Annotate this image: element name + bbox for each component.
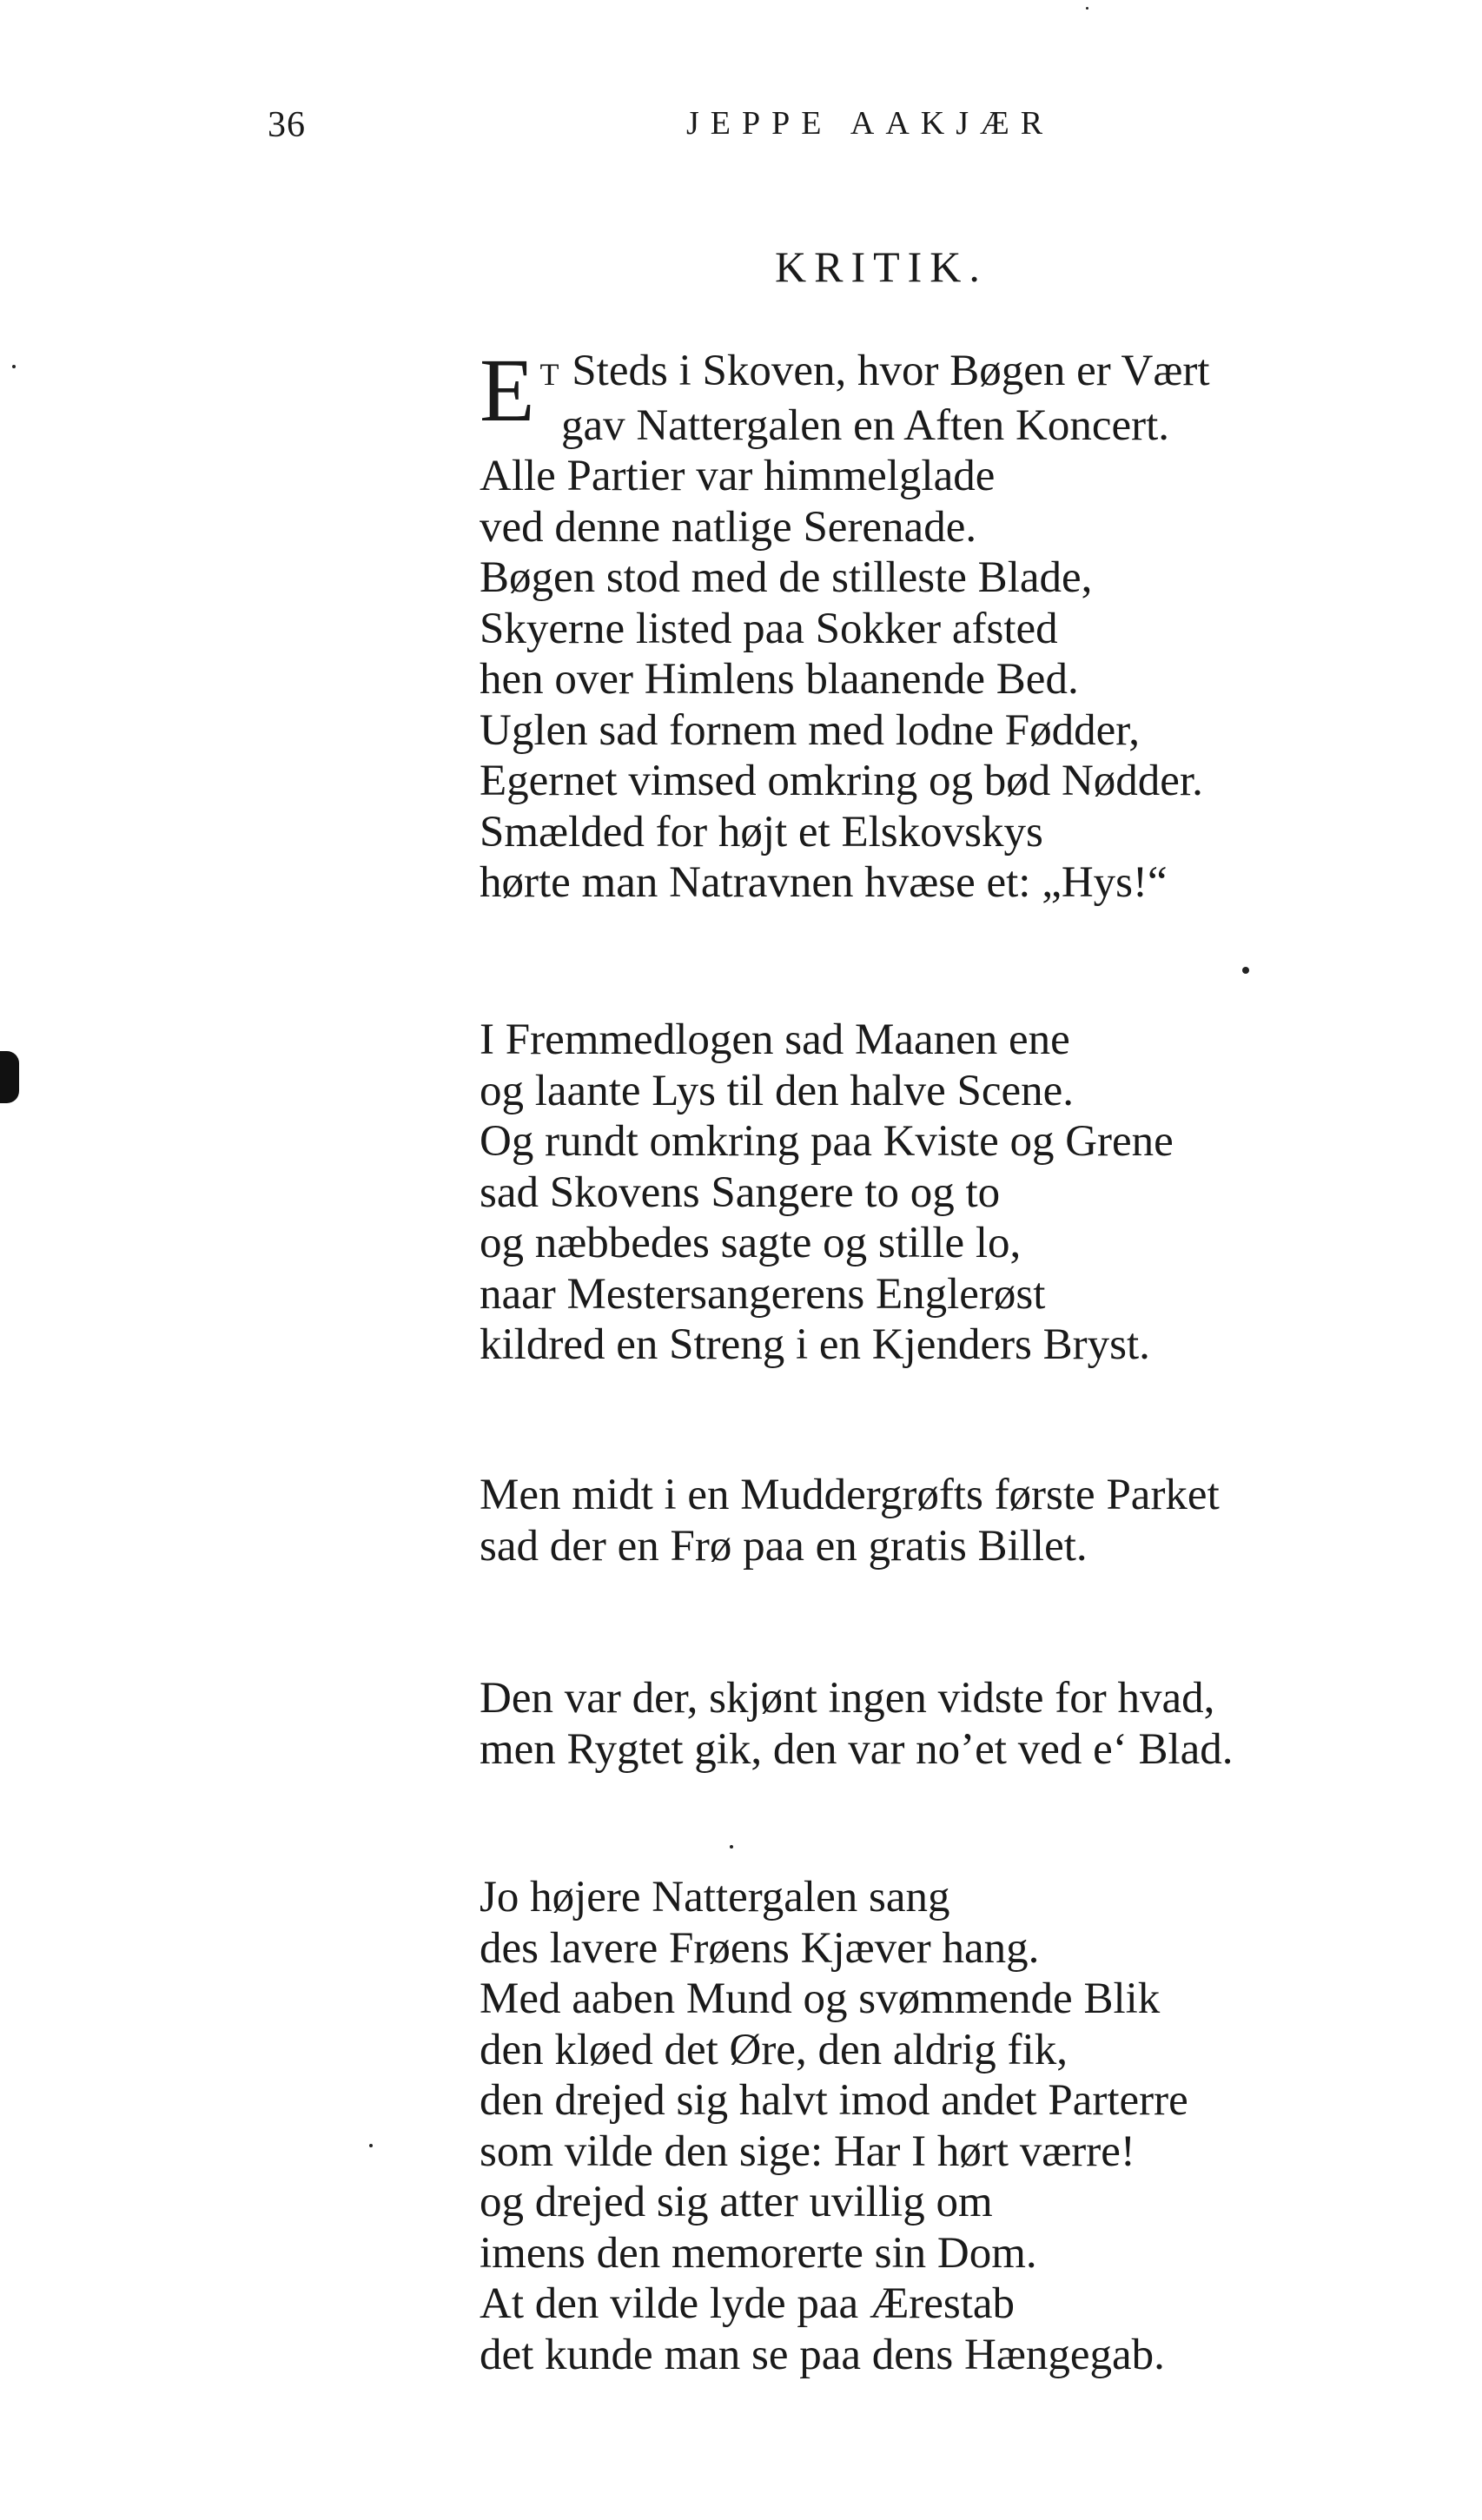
poem-line: Egernet vimsed omkring og bød Nødder. [480,757,1203,805]
poem-line: Med aaben Mund og svømmende Blik [480,1974,1161,2023]
poem-line: Bøgen stod med de stilleste Blade, [480,553,1093,602]
poem-line: Den var der, skjønt ingen vidste for hvad, [480,1674,1215,1723]
poem-line: hen over Himlens blaanende Bed. [480,655,1079,704]
poem-line: I Fremmedlogen sad Maanen ene [480,1015,1070,1064]
ink-speck [730,1845,733,1849]
poem-line: ved denne natlige Serenade. [480,502,977,552]
ink-speck [1086,7,1088,10]
stanza-2 [480,1015,1174,1371]
poem-line: naar Mestersangerens Englerøst [480,1269,1046,1319]
stanza-4 [480,1673,1234,1775]
first-line-text: Steds i Skoven, hvor Bøgen er Vært [560,347,1210,395]
ink-blot [0,1051,19,1103]
poem-line: hørte man Natravnen hvæse et: „Hys!“ [480,858,1168,907]
running-head: JEPPE AAKJÆR [686,105,1055,142]
poem-line: Og rundt omkring paa Kviste og Grene [480,1117,1174,1166]
poem-line: den drejed sig halvt imod andet Parterre [480,2076,1188,2125]
poem-line: og næbbedes sagte og stille lo, [480,1219,1022,1267]
stanza-5 [480,1872,1188,2380]
poem-title: KRITIK. [775,242,988,291]
ink-speck [1242,967,1249,974]
drop-cap: E [480,341,535,440]
ink-speck [12,365,16,368]
poem-line: At den vilde lyde paa Ærestab [480,2279,1016,2328]
poem-line: Alle Partier var himmelglade [480,452,996,500]
poem-line: gav Nattergalen en Aften Koncert. [561,400,1170,450]
poem-line: Jo højere Nattergalen sang [480,1873,950,1921]
small-caps-letter: T [539,357,561,392]
stanza-3 [480,1470,1220,1571]
poem-line: sad der en Frø paa en gratis Billet. [480,1521,1088,1571]
poem-line: sad Skovens Sangere to og to [480,1167,1001,1217]
stanza-1 [480,341,1210,909]
poem-line: Uglen sad fornem med lodne Fødder, [480,705,1140,755]
page-number: 36 [268,105,306,145]
poem-line: det kunde man se paa dens Hængegab. [480,2330,1165,2379]
poem-line: den kløed det Øre, den aldrig fik, [480,2025,1068,2074]
poem-line: Skyerne listed paa Sokker afsted [480,604,1058,653]
ink-speck [369,2144,373,2147]
poem-line: des lavere Frøens Kjæver hang. [480,1923,1040,1973]
poem-line: Smælded for højt et Elskovskys [480,807,1043,857]
poem-line: og drejed sig atter uvillig om [480,2178,993,2226]
poem-line: Men midt i en Muddergrøfts første Parket [480,1471,1220,1519]
poem-line: kildred en Streng i en Kjenders Bryst. [480,1320,1150,1369]
poem-line: imens den memorerte sin Dom. [480,2228,1037,2278]
poem-line: men Rygtet gik, den var no’et ved e‘ Blad. [480,1724,1234,1774]
poem-line: og laante Lys til den halve Scene. [480,1066,1075,1115]
poem-line: som vilde den sige: Har I hørt værre! [480,2126,1135,2176]
